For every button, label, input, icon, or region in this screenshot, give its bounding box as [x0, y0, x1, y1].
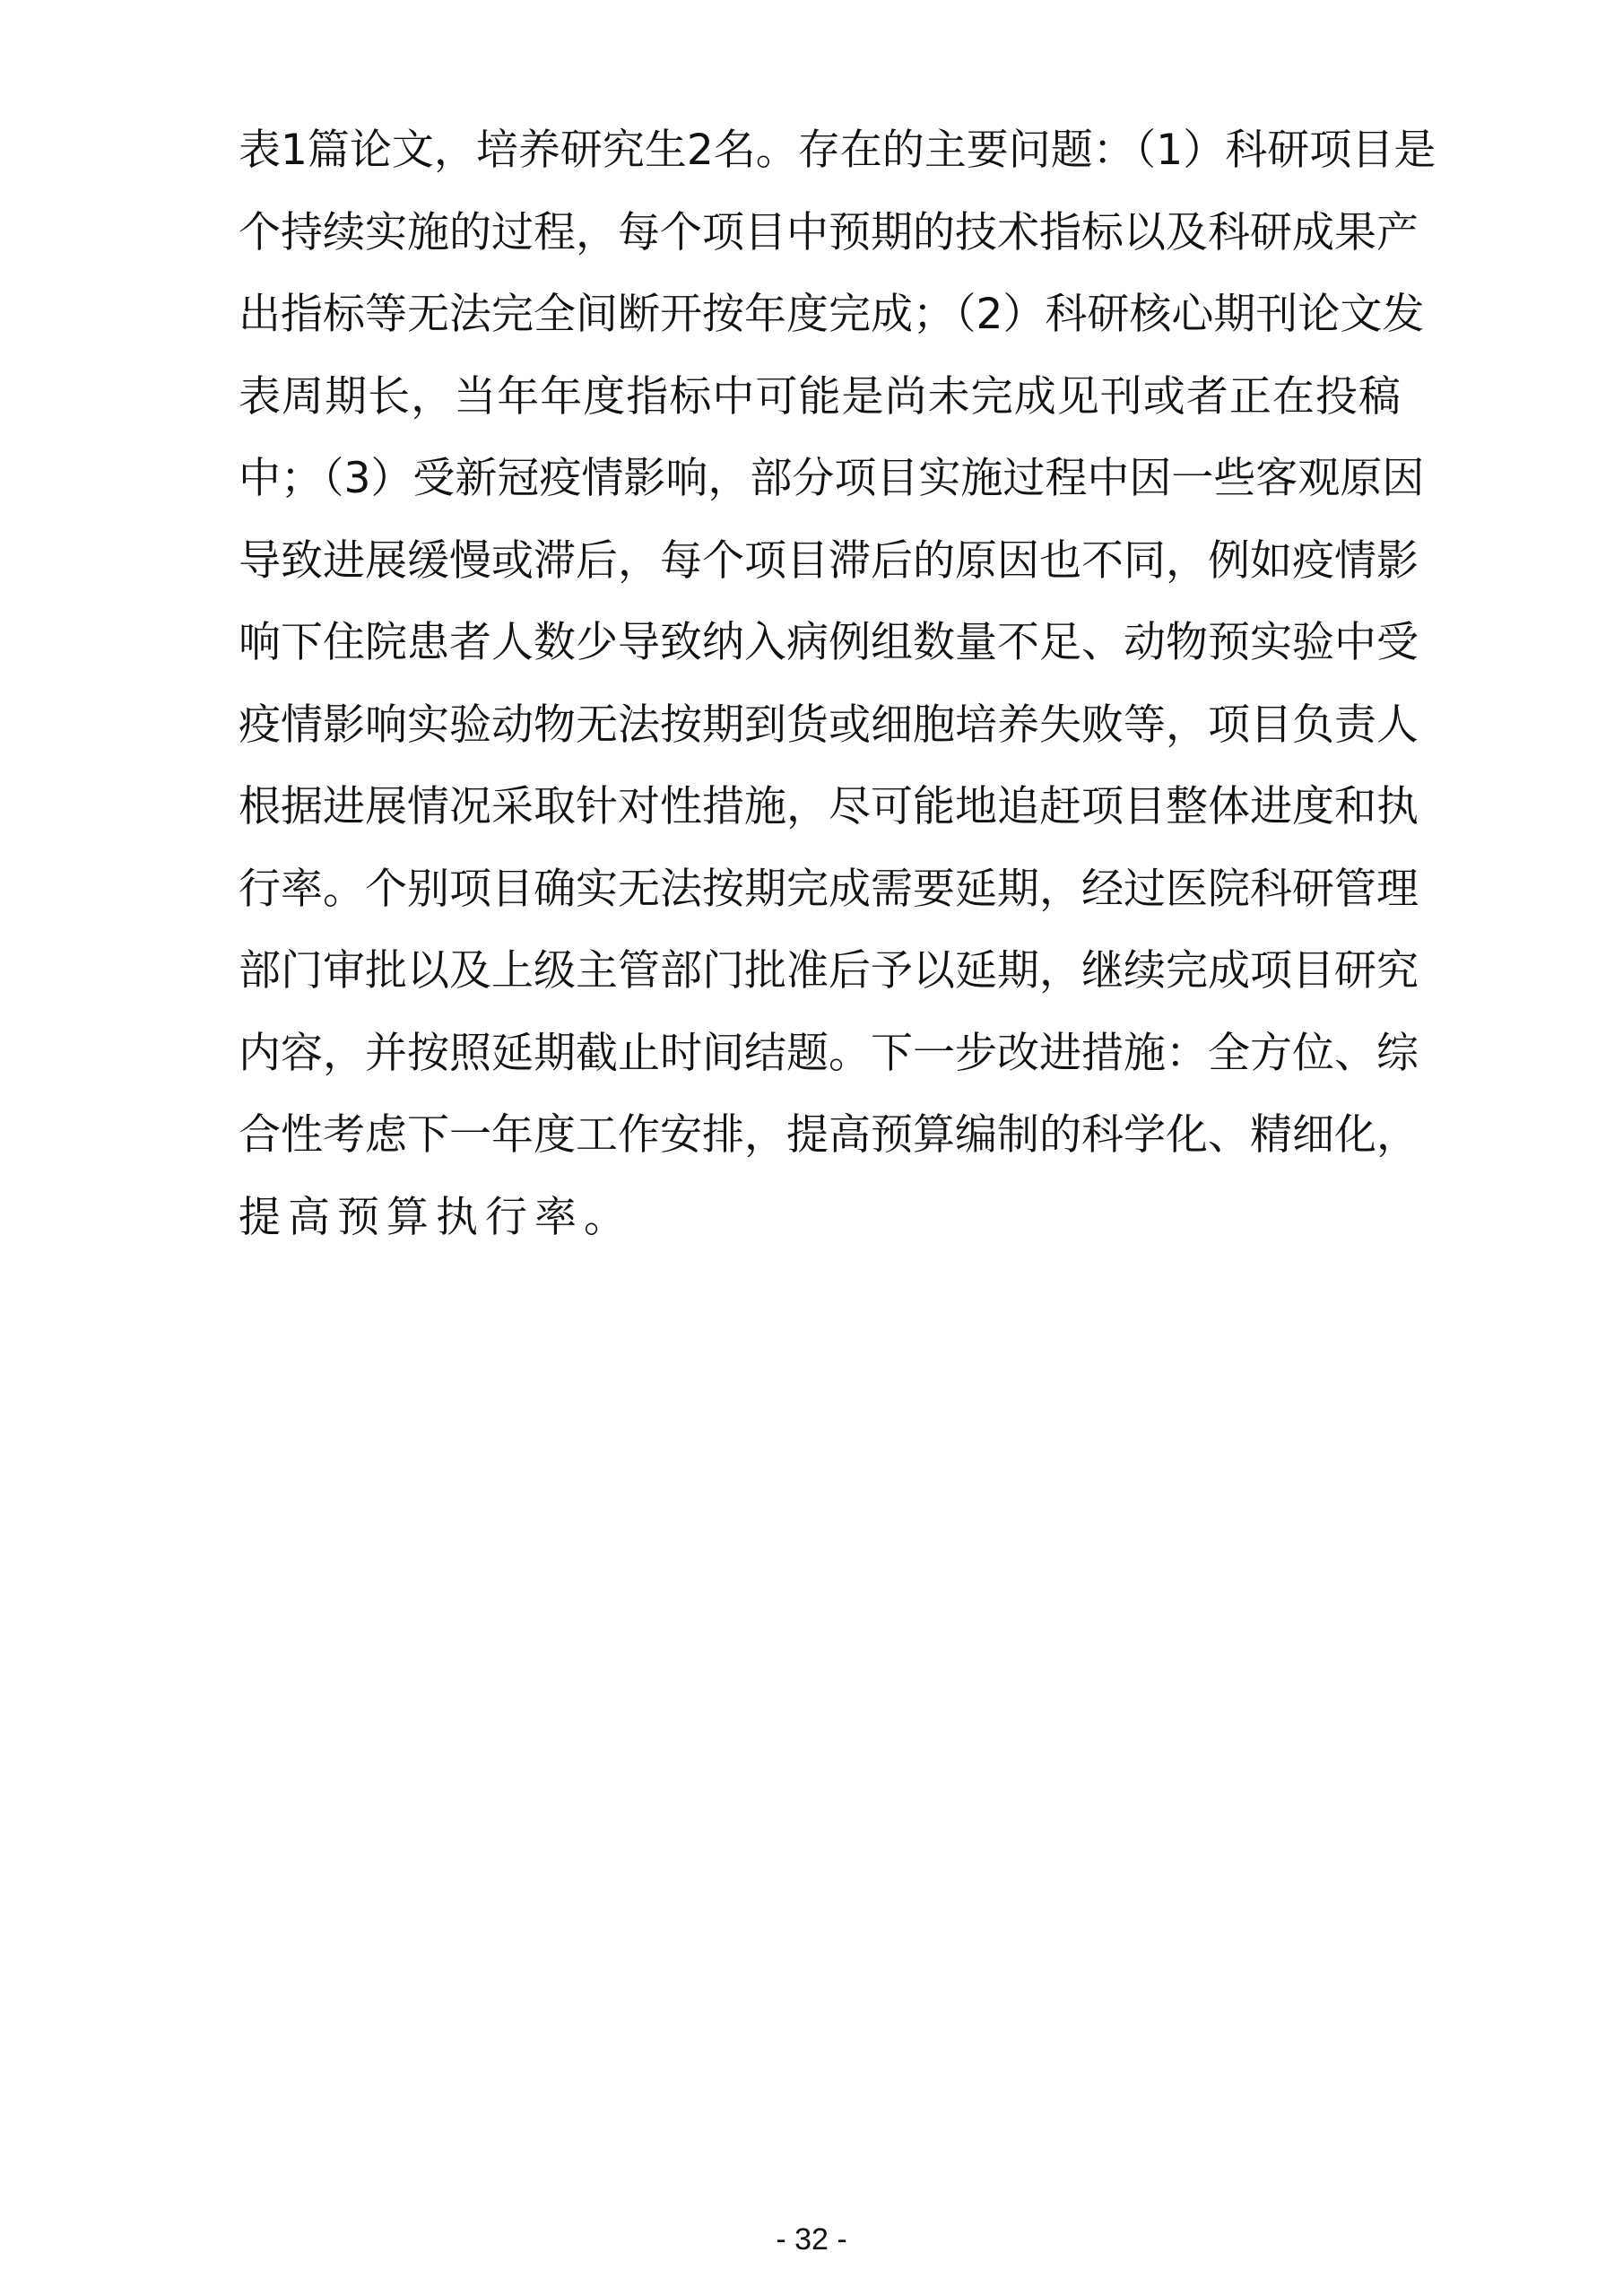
- paragraph-line: 导致进展缓慢或滞后，每个项目滞后的原因也不同，例如疫情影: [239, 535, 1419, 586]
- paragraph-line: 行率。个别项目确实无法按期完成需要延期，经过医院科研管理: [239, 864, 1419, 914]
- paragraph-line: 疫情影响实验动物无法按期到货或细胞培养失败等，项目负责人: [239, 700, 1419, 750]
- paragraph-line: 内容，并按照延期截止时间结题。下一步改进措施：全方位、综: [239, 1028, 1419, 1078]
- paragraph-line: 表周期长，当年年度指标中可能是尚未完成见刊或者正在投稿: [239, 371, 1401, 422]
- paragraph-line: 合性考虑下一年度工作安排，提高预算编制的科学化、精细化，: [239, 1110, 1419, 1160]
- paragraph-line: 响下住院患者人数少导致纳入病例组数量不足、动物预实验中受: [239, 618, 1419, 667]
- paragraph-line: 根据进展情况采取针对性措施，尽可能地追赶项目整体进度和执: [239, 782, 1419, 831]
- paragraph-line: 提高预算执行率。: [239, 1192, 633, 1242]
- paragraph-line: 中；（3）受新冠疫情影响，部分项目实施过程中因一些客观原因: [239, 454, 1425, 503]
- paragraph-line: 出指标等无法完全间断开按年度完成；（2）科研核心期刊论文发: [239, 290, 1425, 339]
- body-paragraph: [239, 109, 1436, 1258]
- paragraph-line: 个持续实施的过程，每个项目中预期的技术指标以及科研成果产: [239, 207, 1419, 257]
- paragraph-line: 表1篇论文，培养研究生2名。存在的主要问题：（1）科研项目是: [239, 126, 1436, 175]
- page-number: - 32 -: [776, 2222, 847, 2257]
- paragraph-line: 部门审批以及上级主管部门批准后予以延期，继续完成项目研究: [239, 946, 1419, 996]
